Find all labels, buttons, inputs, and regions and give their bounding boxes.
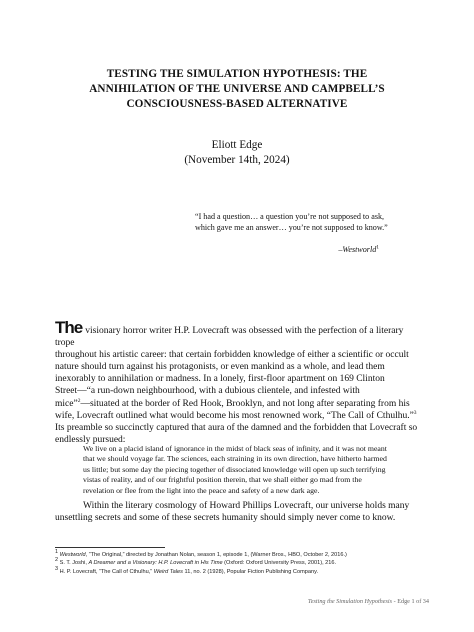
author-name: Eliott Edge [211, 139, 263, 151]
footnote-2: $^2$ S. T. Joshi, A Dreamer and a Visionary: H.P. Lovecraft in His Time (Oxford: Oxford University Press, 2001), 216. [55, 557, 337, 567]
quote-line: revelation or flee from the light into the peace and safety of a new dark age. [83, 485, 320, 495]
text-line: inexorably to annihilation or madness. In a lonely, first-floor apartment on 169 Clinton [55, 374, 385, 385]
quote-line: us little; but some day the piecing together of dissociated knowledge will open up such terrifying [83, 464, 386, 474]
author-block [0, 138, 474, 168]
epigraph-attribution [195, 244, 379, 255]
attribution-work: Westworld [342, 245, 377, 254]
text-line: The visionary horror writer H.P. Lovecraft was obsessed with the perfection of a literary trope [55, 318, 404, 349]
title-line: ANNIHILATION OF THE UNIVERSE AND CAMPBELL’S [89, 83, 385, 95]
text-line: throughout his artistic career: that certain forbidden knowledge of either a scientific or occult [55, 350, 409, 361]
title-line: CONSCIOUSNESS-BASED ALTERNATIVE [126, 98, 348, 110]
body-paragraph-1 [55, 318, 425, 446]
page-number: 1 of 34 [411, 598, 429, 605]
title-line: TESTING THE SIMULATION HYPOTHESIS: THE [106, 68, 368, 80]
text-line: nature should turn against his protagonists, or even mankind as a whole, and lead them [55, 362, 385, 373]
text-line: wife, Lovecraft outlined what would become his most renowned work, “The Call of Cthulhu.”$^3$ [55, 409, 417, 421]
running-footer: Testing the Simulation Hypothesis - Edge 1 of 34 [307, 598, 429, 605]
publication-date: (November 14th, 2024) [184, 154, 290, 166]
epigraph-line: which gave me an answer… you’re not supposed to know.” [195, 223, 388, 232]
text-line: mice”$^2$—situated at the border of Red Hook, Brooklyn, and not long after separating from his [55, 397, 410, 409]
footnote-divider [55, 547, 165, 548]
text-line: Within the literary cosmology of Howard Phillips Lovecraft, our universe holds many [83, 501, 410, 511]
text-line: unsettling secrets and some of these secrets humanity should simply never come to know. [55, 513, 396, 524]
attribution-dash: – [338, 245, 343, 254]
body-paragraph-2 [55, 500, 425, 524]
epigraph-quote [195, 211, 435, 233]
footnote-ref: 1 [376, 244, 379, 251]
running-title: Testing the Simulation Hypothesis [307, 598, 393, 605]
footnote-3: $^3$ H. P. Lovecraft, “The Call of Cthulhu,” Weird Tales 11, no. 2 (1928), Popular Fiction Publishing Company. [55, 565, 319, 575]
block-quote [83, 444, 423, 496]
footnote-ref: 2 [77, 397, 81, 404]
quote-line: We live on a placid island of ignorance in the midst of black seas of infinity, and it was not meant [83, 444, 387, 453]
text-line: Street—“a run-down neighbourhood, with a dubious clientele, and infested with [55, 386, 360, 397]
footnote-ref: 3 [413, 409, 417, 416]
footnote-1: $^1$ Westworld, “The Original,” directed by Jonathan Nolan, season 1, episode 1, (Warner Bros., HBO, October 2, 2016.) [55, 549, 347, 558]
quote-line: that we should voyage far. The sciences, each straining in its own direction, have hitherto harmed [83, 454, 387, 464]
running-author: Edge [397, 598, 410, 605]
quote-line: vistas of reality, and of our frightful position therein, that we shall either go mad from the [83, 475, 362, 485]
epigraph-line: “I had a question… a question you’re not supposed to ask, [195, 212, 385, 221]
footnotes [55, 551, 435, 576]
drop-cap: The [55, 318, 83, 337]
paper-title [40, 67, 434, 112]
text-line: endlessly pursued: [55, 434, 126, 445]
text-line: Its preamble so succinctly captured that aura of the damned and the forbidden that Lovecraft so [55, 422, 418, 433]
